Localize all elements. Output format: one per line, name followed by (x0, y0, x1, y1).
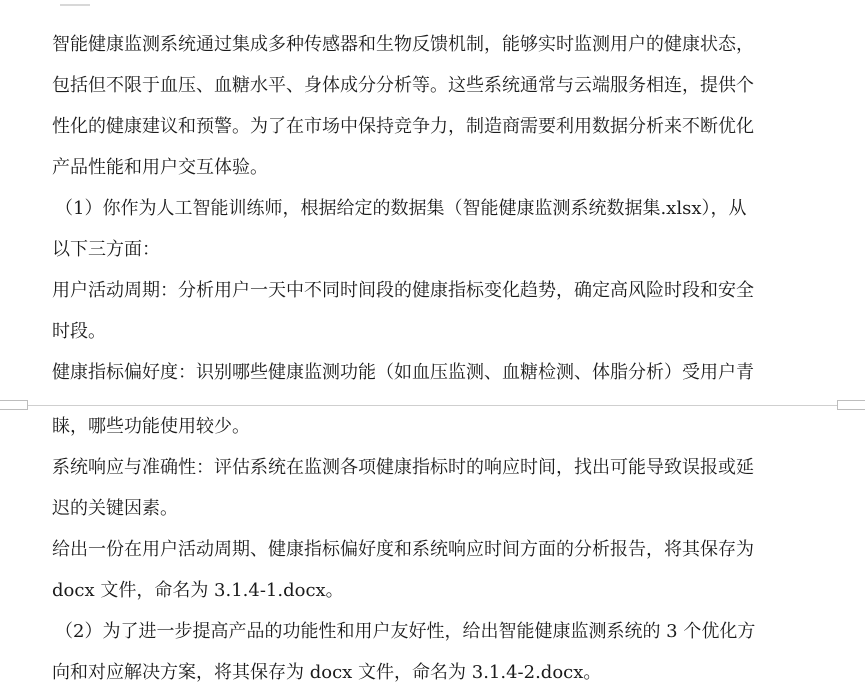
paragraph-line: 向和对应解决方案，将其保存为 docx 文件，命名为 3.1.4-2.docx。 (52, 662, 602, 683)
previous-line-fragment (60, 0, 90, 6)
paragraph-line: 包括但不限于血压、血糖水平、身体成分分析等。这些系统通常与云端服务相连，提供个 (52, 75, 754, 96)
paragraph-line: 产品性能和用户交互体验。 (52, 157, 268, 178)
paragraph-line: （1）你作为人工智能训练师，根据给定的数据集（智能健康监测系统数据集.xlsx），从 (55, 198, 747, 219)
page-corner-left (0, 400, 28, 410)
page-corner-right (837, 400, 865, 410)
paragraph-line: （2）为了进一步提高产品的功能性和用户友好性，给出智能健康监测系统的 3 个优化方 (55, 621, 756, 642)
paragraph-line: 时段。 (52, 321, 106, 342)
paragraph-line: 以下三方面： (52, 239, 160, 260)
page-break-rule (0, 405, 865, 406)
paragraph-line: 给出一份在用户活动周期、健康指标偏好度和系统响应时间方面的分析报告，将其保存为 (52, 539, 754, 560)
paragraph-line: 性化的健康建议和预警。为了在市场中保持竞争力，制造商需要利用数据分析来不断优化 (52, 116, 754, 137)
paragraph-line: docx 文件，命名为 3.1.4-1.docx。 (52, 580, 344, 601)
paragraph-line: 用户活动周期：分析用户一天中不同时间段的健康指标变化趋势，确定高风险时段和安全 (52, 280, 754, 301)
paragraph-line: 迟的关键因素。 (52, 498, 178, 519)
paragraph-line: 健康指标偏好度：识别哪些健康监测功能（如血压监测、血糖检测、体脂分析）受用户青 (52, 362, 754, 383)
page-break (0, 400, 865, 410)
paragraph-line: 系统响应与准确性：评估系统在监测各项健康指标时的响应时间，找出可能导致误报或延 (52, 457, 754, 478)
paragraph-line: 睐，哪些功能使用较少。 (52, 416, 250, 437)
paragraph-line: 智能健康监测系统通过集成多种传感器和生物反馈机制，能够实时监测用户的健康状态， (52, 34, 754, 55)
